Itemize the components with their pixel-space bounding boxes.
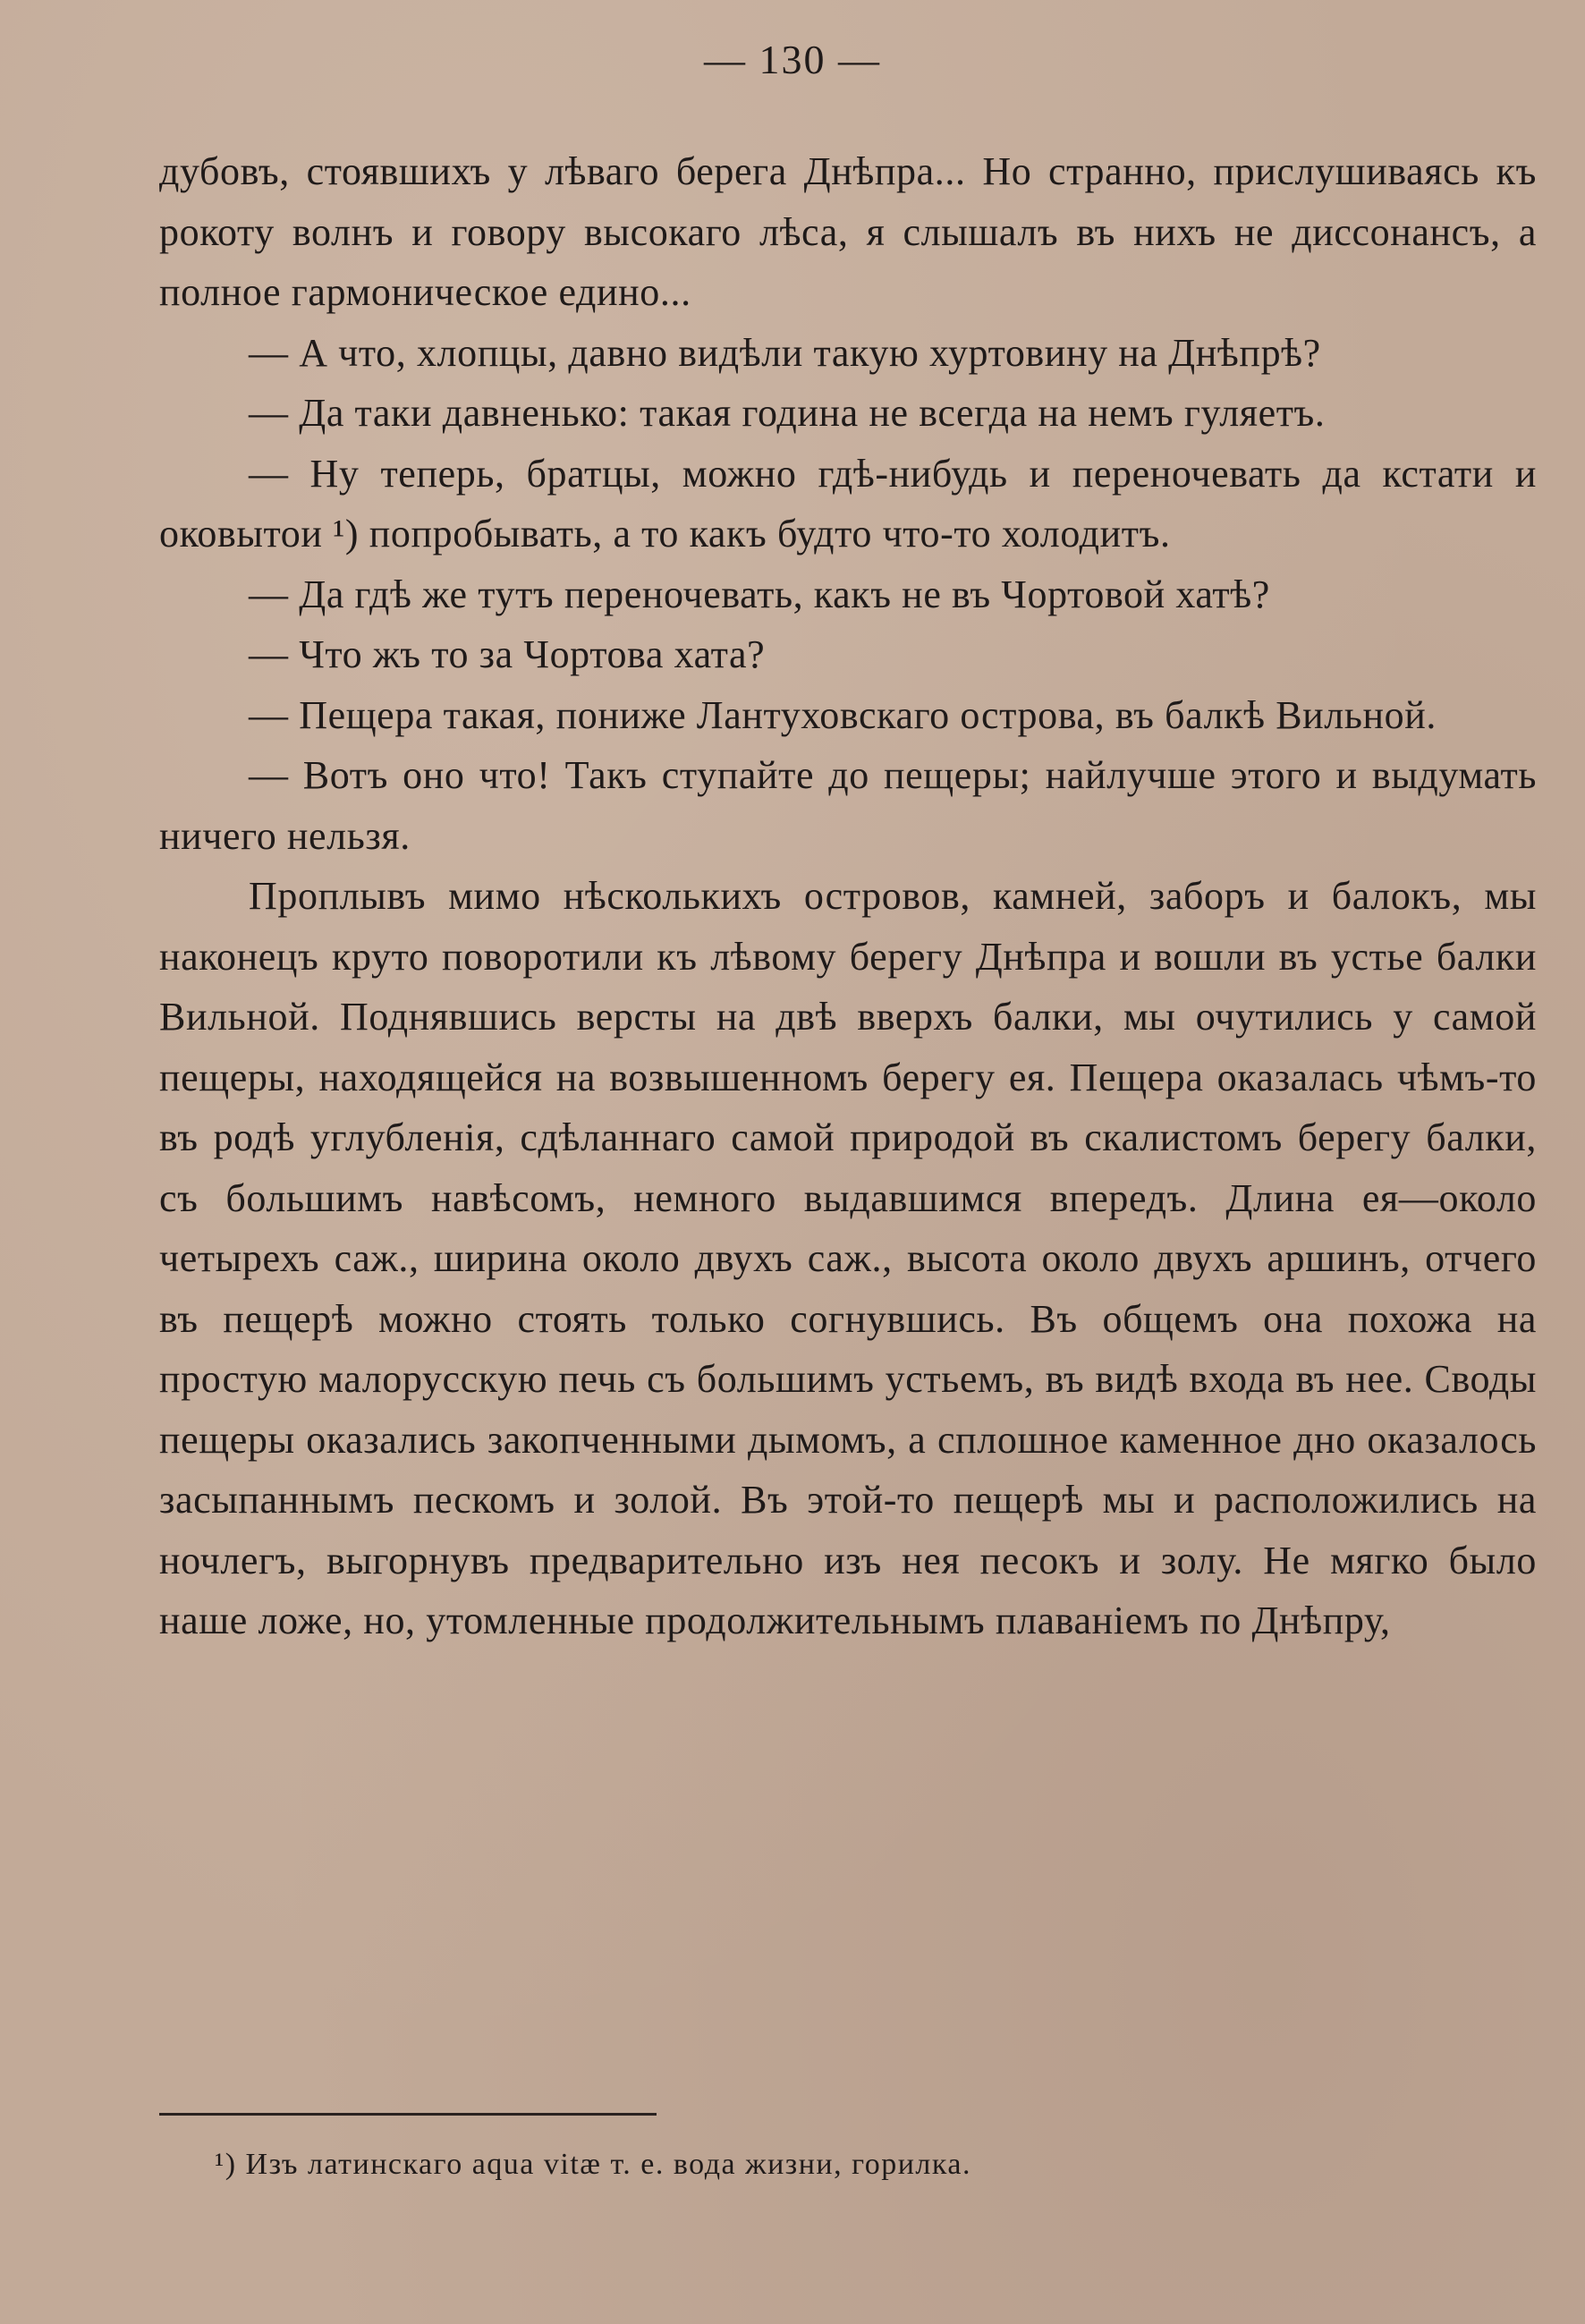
main-text — [159, 141, 1537, 1651]
paragraph-3: — Да таки давненько: такая година не всегда на немъ гуляетъ. — [249, 391, 1326, 435]
paragraph-1: дубовъ, стоявшихъ у лѣваго берега Днѣпра... Но странно, прислушиваясь къ рокоту волнъ и говору высокаго лѣса, я слышалъ въ нихъ не диссонансъ, а полное гармоническое едино... — [159, 149, 1537, 314]
paragraph-2: — А что, хлопцы, давно видѣли такую хуртовину на Днѣпрѣ? — [249, 330, 1321, 375]
paragraph-4: — Ну теперь, братцы, можно гдѣ-нибудь и переночевать да кстати и оковытои ¹) попробывать, а то какъ будто что-то холодитъ. — [159, 451, 1537, 556]
paragraph-9: Проплывъ мимо нѣсколькихъ островов, камней, заборъ и балокъ, мы наконецъ круто поворотили къ лѣвому берегу Днѣпра и вошли въ устье балки Вильной. Поднявшись версты на двѣ вверхъ балки, мы очутились у самой пещеры, находящейся на возвышенномъ берегу ея. Пещера оказалась чѣмъ-то въ родѣ углубленія, сдѣланнаго самой природой въ скалистомъ берегу балки, съ большимъ навѣсомъ, немного выдавшимся впередъ. Длина ея—около четырехъ саж., ширина около двухъ саж., высота около двухъ аршинъ, отчего въ пещерѣ можно стоять только согнувшись. Въ общемъ она похожа на простую малорусскую печь съ большимъ устьемъ, въ видѣ входа въ нее. Своды пещеры оказались закопченными дымомъ, а сплошное каменное дно оказалось засыпаннымъ пескомъ и золой. Въ этой-то пещерѣ мы и расположились на ночлегъ, выгорнувъ предварительно изъ нея песокъ и золу. Не мягко было наше ложе, но, утомленные продолжительнымъ плаваніемъ по Днѣпру, — [159, 874, 1537, 1642]
paragraph-8: — Вотъ оно что! Такъ ступайте до пещеры; найлучше этого и выдумать ничего нельзя. — [159, 753, 1537, 858]
page-number: — 130 — — [704, 37, 881, 82]
paragraph-5: — Да гдѣ же тутъ переночевать, какъ не въ Чортовой хатѣ? — [249, 572, 1270, 616]
paragraph-7: — Пещера такая, пониже Лантуховскаго острова, въ балкѣ Вильной. — [249, 692, 1437, 737]
footnote-text: Изъ латинскаго aqua vitæ т. е. вода жизни, горилка. — [245, 2148, 971, 2181]
paragraph-6: — Что жъ то за Чортова хата? — [249, 632, 766, 676]
footnote-marker: ¹) — [215, 2148, 237, 2181]
footnote — [215, 2145, 1377, 2184]
footnote-divider — [159, 2113, 657, 2116]
